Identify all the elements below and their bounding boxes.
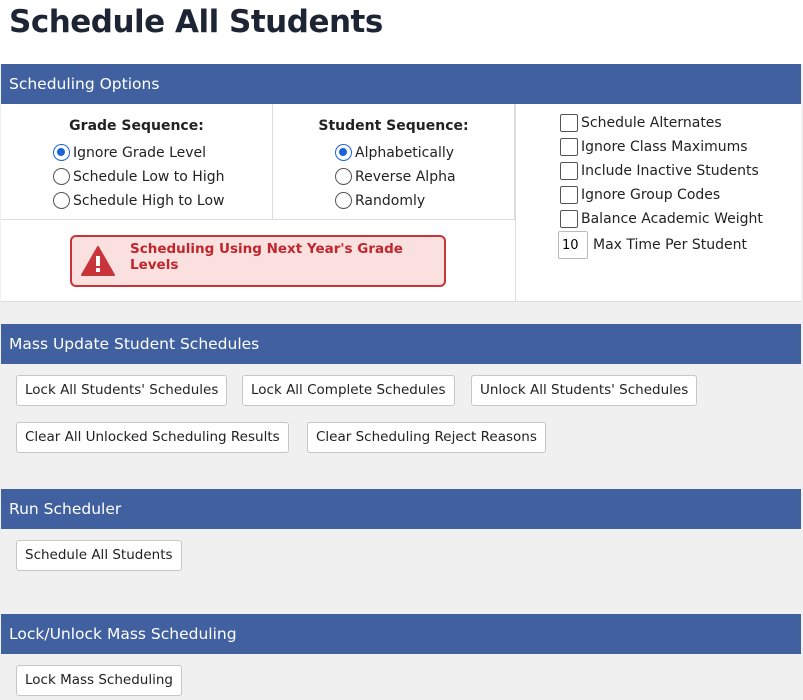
checkbox-label: Ignore Class Maximums [581, 139, 748, 155]
radio-label: Randomly [355, 192, 426, 209]
radio-button[interactable] [53, 168, 70, 185]
radio-label: Alphabetically [355, 144, 455, 161]
student-sequence-group [273, 104, 515, 220]
mass-update-header: Mass Update Student Schedules [1, 324, 801, 364]
lock-all-complete-schedules-button[interactable]: Lock All Complete Schedules [242, 375, 455, 406]
radio-button[interactable] [53, 192, 70, 209]
checkbox-label: Schedule Alternates [581, 115, 722, 131]
radio-button[interactable] [335, 144, 352, 161]
checkbox-balance-academic-weight[interactable] [560, 210, 763, 228]
checkbox-include-inactive-students[interactable] [560, 162, 759, 180]
radio-schedule-high-to-low[interactable] [53, 192, 224, 209]
lock-all-students-schedules-button[interactable]: Lock All Students' Schedules [16, 375, 227, 406]
radio-schedule-low-to-high[interactable] [53, 168, 224, 185]
checkbox-label: Balance Academic Weight [581, 211, 763, 227]
scheduling-options-panel [1, 104, 801, 302]
run-scheduler-header: Run Scheduler [1, 489, 801, 529]
scheduling-flags-group [515, 104, 801, 302]
clear-unlocked-results-button[interactable]: Clear All Unlocked Scheduling Results [16, 422, 289, 453]
checkbox-label: Include Inactive Students [581, 163, 759, 179]
checkbox[interactable] [560, 138, 578, 156]
radio-randomly[interactable] [335, 192, 425, 209]
next-year-grade-warning [70, 235, 446, 287]
radio-alphabetically[interactable] [335, 144, 454, 161]
lock-unlock-header: Lock/Unlock Mass Scheduling [1, 614, 801, 654]
radio-label: Reverse Alpha [355, 168, 456, 185]
radio-button[interactable] [53, 144, 70, 161]
radio-ignore-grade-level[interactable] [53, 144, 206, 161]
radio-reverse-alpha[interactable] [335, 168, 456, 185]
max-time-input[interactable] [558, 231, 588, 259]
page-title: Schedule All Students [9, 4, 383, 40]
max-time-row [558, 231, 747, 259]
radio-button[interactable] [335, 192, 352, 209]
checkbox[interactable] [560, 162, 578, 180]
student-sequence-title: Student Sequence: [318, 118, 469, 134]
schedule-all-students-button[interactable]: Schedule All Students [16, 540, 182, 571]
checkbox-ignore-group-codes[interactable] [560, 186, 720, 204]
radio-label: Schedule Low to High [73, 168, 225, 185]
radio-label: Ignore Grade Level [73, 144, 207, 161]
checkbox[interactable] [560, 114, 578, 132]
warning-text: Scheduling Using Next Year's Grade Levels [130, 241, 403, 273]
grade-sequence-title: Grade Sequence: [69, 118, 204, 134]
lock-mass-scheduling-button[interactable]: Lock Mass Scheduling [16, 665, 182, 696]
checkbox[interactable] [560, 186, 578, 204]
checkbox[interactable] [560, 210, 578, 228]
radio-button[interactable] [335, 168, 352, 185]
grade-sequence-group [1, 104, 273, 220]
radio-label: Schedule High to Low [73, 192, 225, 209]
max-time-label: Max Time Per Student [593, 237, 747, 253]
scheduling-options-header: Scheduling Options [1, 64, 801, 104]
unlock-all-students-schedules-button[interactable]: Unlock All Students' Schedules [471, 375, 697, 406]
checkbox-ignore-class-maximums[interactable] [560, 138, 748, 156]
clear-reject-reasons-button[interactable]: Clear Scheduling Reject Reasons [307, 422, 546, 453]
checkbox-label: Ignore Group Codes [581, 187, 721, 203]
warning-icon [80, 245, 116, 277]
checkbox-schedule-alternates[interactable] [560, 114, 722, 132]
